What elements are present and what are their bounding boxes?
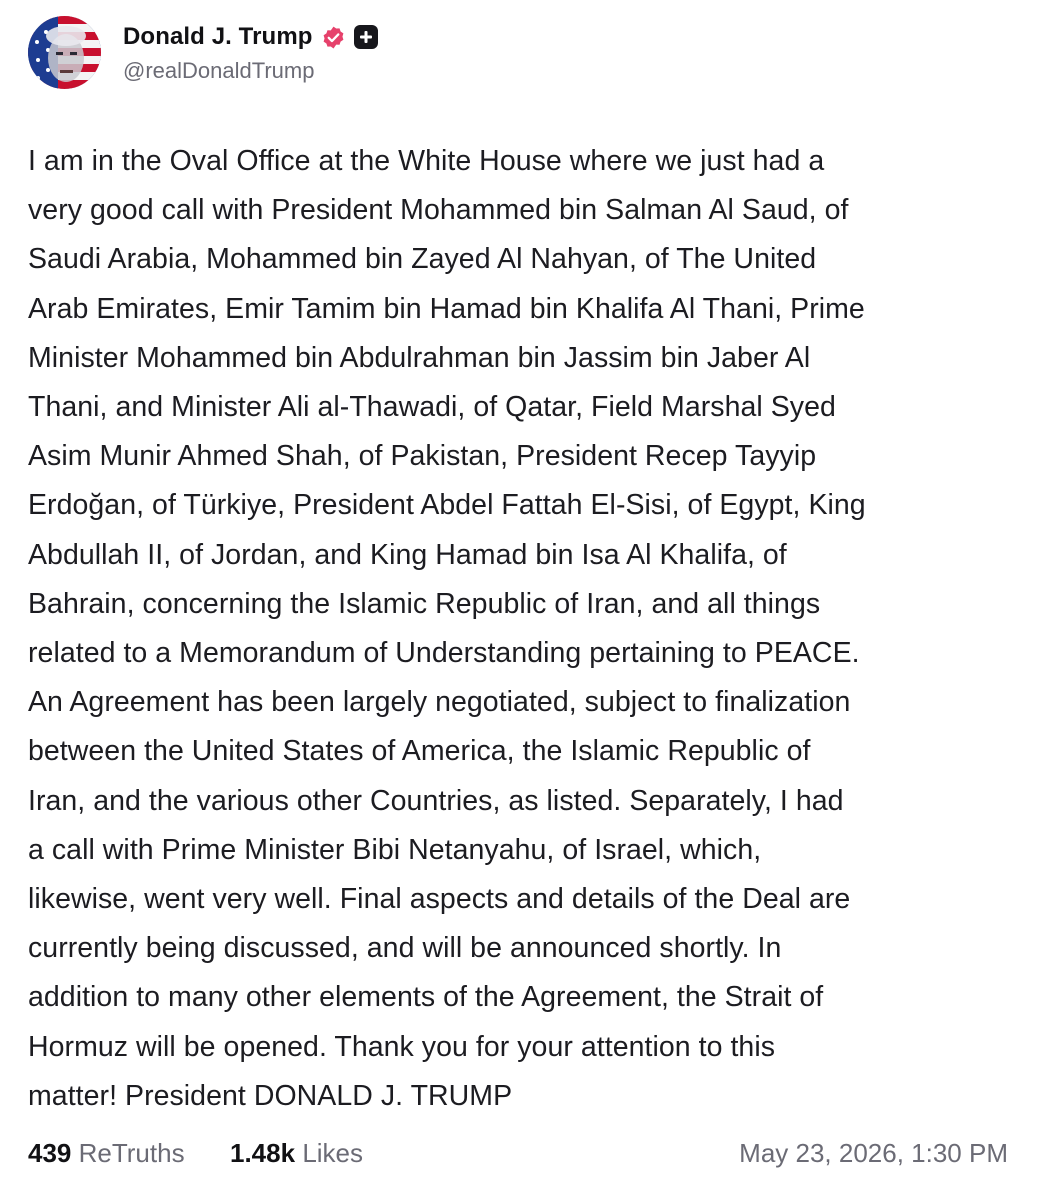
retruths-label: ReTruths — [78, 1138, 185, 1168]
user-handle[interactable]: @realDonaldTrump — [123, 58, 315, 83]
verified-badge-icon — [321, 25, 346, 50]
post-body-text: I am in the Oval Office at the White House where we just had a very good call with President Mohammed bin Salman Al Saud, of Saudi Arabia, Mohammed bin Zayed Al Nahyan, of The United Arab Emirates, Emir Tamim bin Hamad bin Khalifa Al Thani, Prime Minister Mohammed bin Abdulrahman bin Jassim bin Jaber Al Thani, and Minister Ali al-Thawadi, of Qatar, Field Marshal Syed Asim Munir Ahmed Shah, of Pakistan, President Recep Tayyip Erdoğan, of Türkiye, President Abdel Fattah El-Sisi, of Egypt, King Abdullah II, of Jordan, and King Hamad bin Isa Al Khalifa, of Bahrain, concerning the Islamic Republic of Iran, and all things related to a Memorandum of Understanding pertaining to PEACE. An Agreement has been largely negotiated, subject to finalization between the United States of America, the Islamic Republic of Iran, and the various other Countries, as listed. Separately, I had a call with Prime Minister Bibi Netanyahu, of Israel, which, likewise, went very well. Final aspects and details of the Deal are currently being discussed, and will be announced shortly. In addition to many other elements of the Agreement, the Strait of Hormuz will be opened. Thank you for your attention to this matter! President DONALD J. TRUMP — [28, 145, 866, 1112]
post-timestamp[interactable]: May 23, 2026, 1:30 PM — [739, 1138, 1008, 1168]
likes-count: 1.48k — [230, 1138, 296, 1168]
likes-stat[interactable] — [230, 1133, 363, 1173]
post-footer — [28, 1133, 1008, 1173]
avatar-image — [28, 16, 101, 89]
retruths-count: 439 — [28, 1138, 72, 1168]
avatar[interactable] — [28, 16, 101, 89]
post-header — [28, 14, 1008, 94]
display-name[interactable]: Donald J. Trump — [123, 23, 313, 50]
name-row — [123, 20, 378, 54]
likes-label: Likes — [302, 1138, 364, 1168]
plus-badge-icon — [354, 25, 378, 49]
retruths-stat[interactable] — [28, 1133, 185, 1173]
